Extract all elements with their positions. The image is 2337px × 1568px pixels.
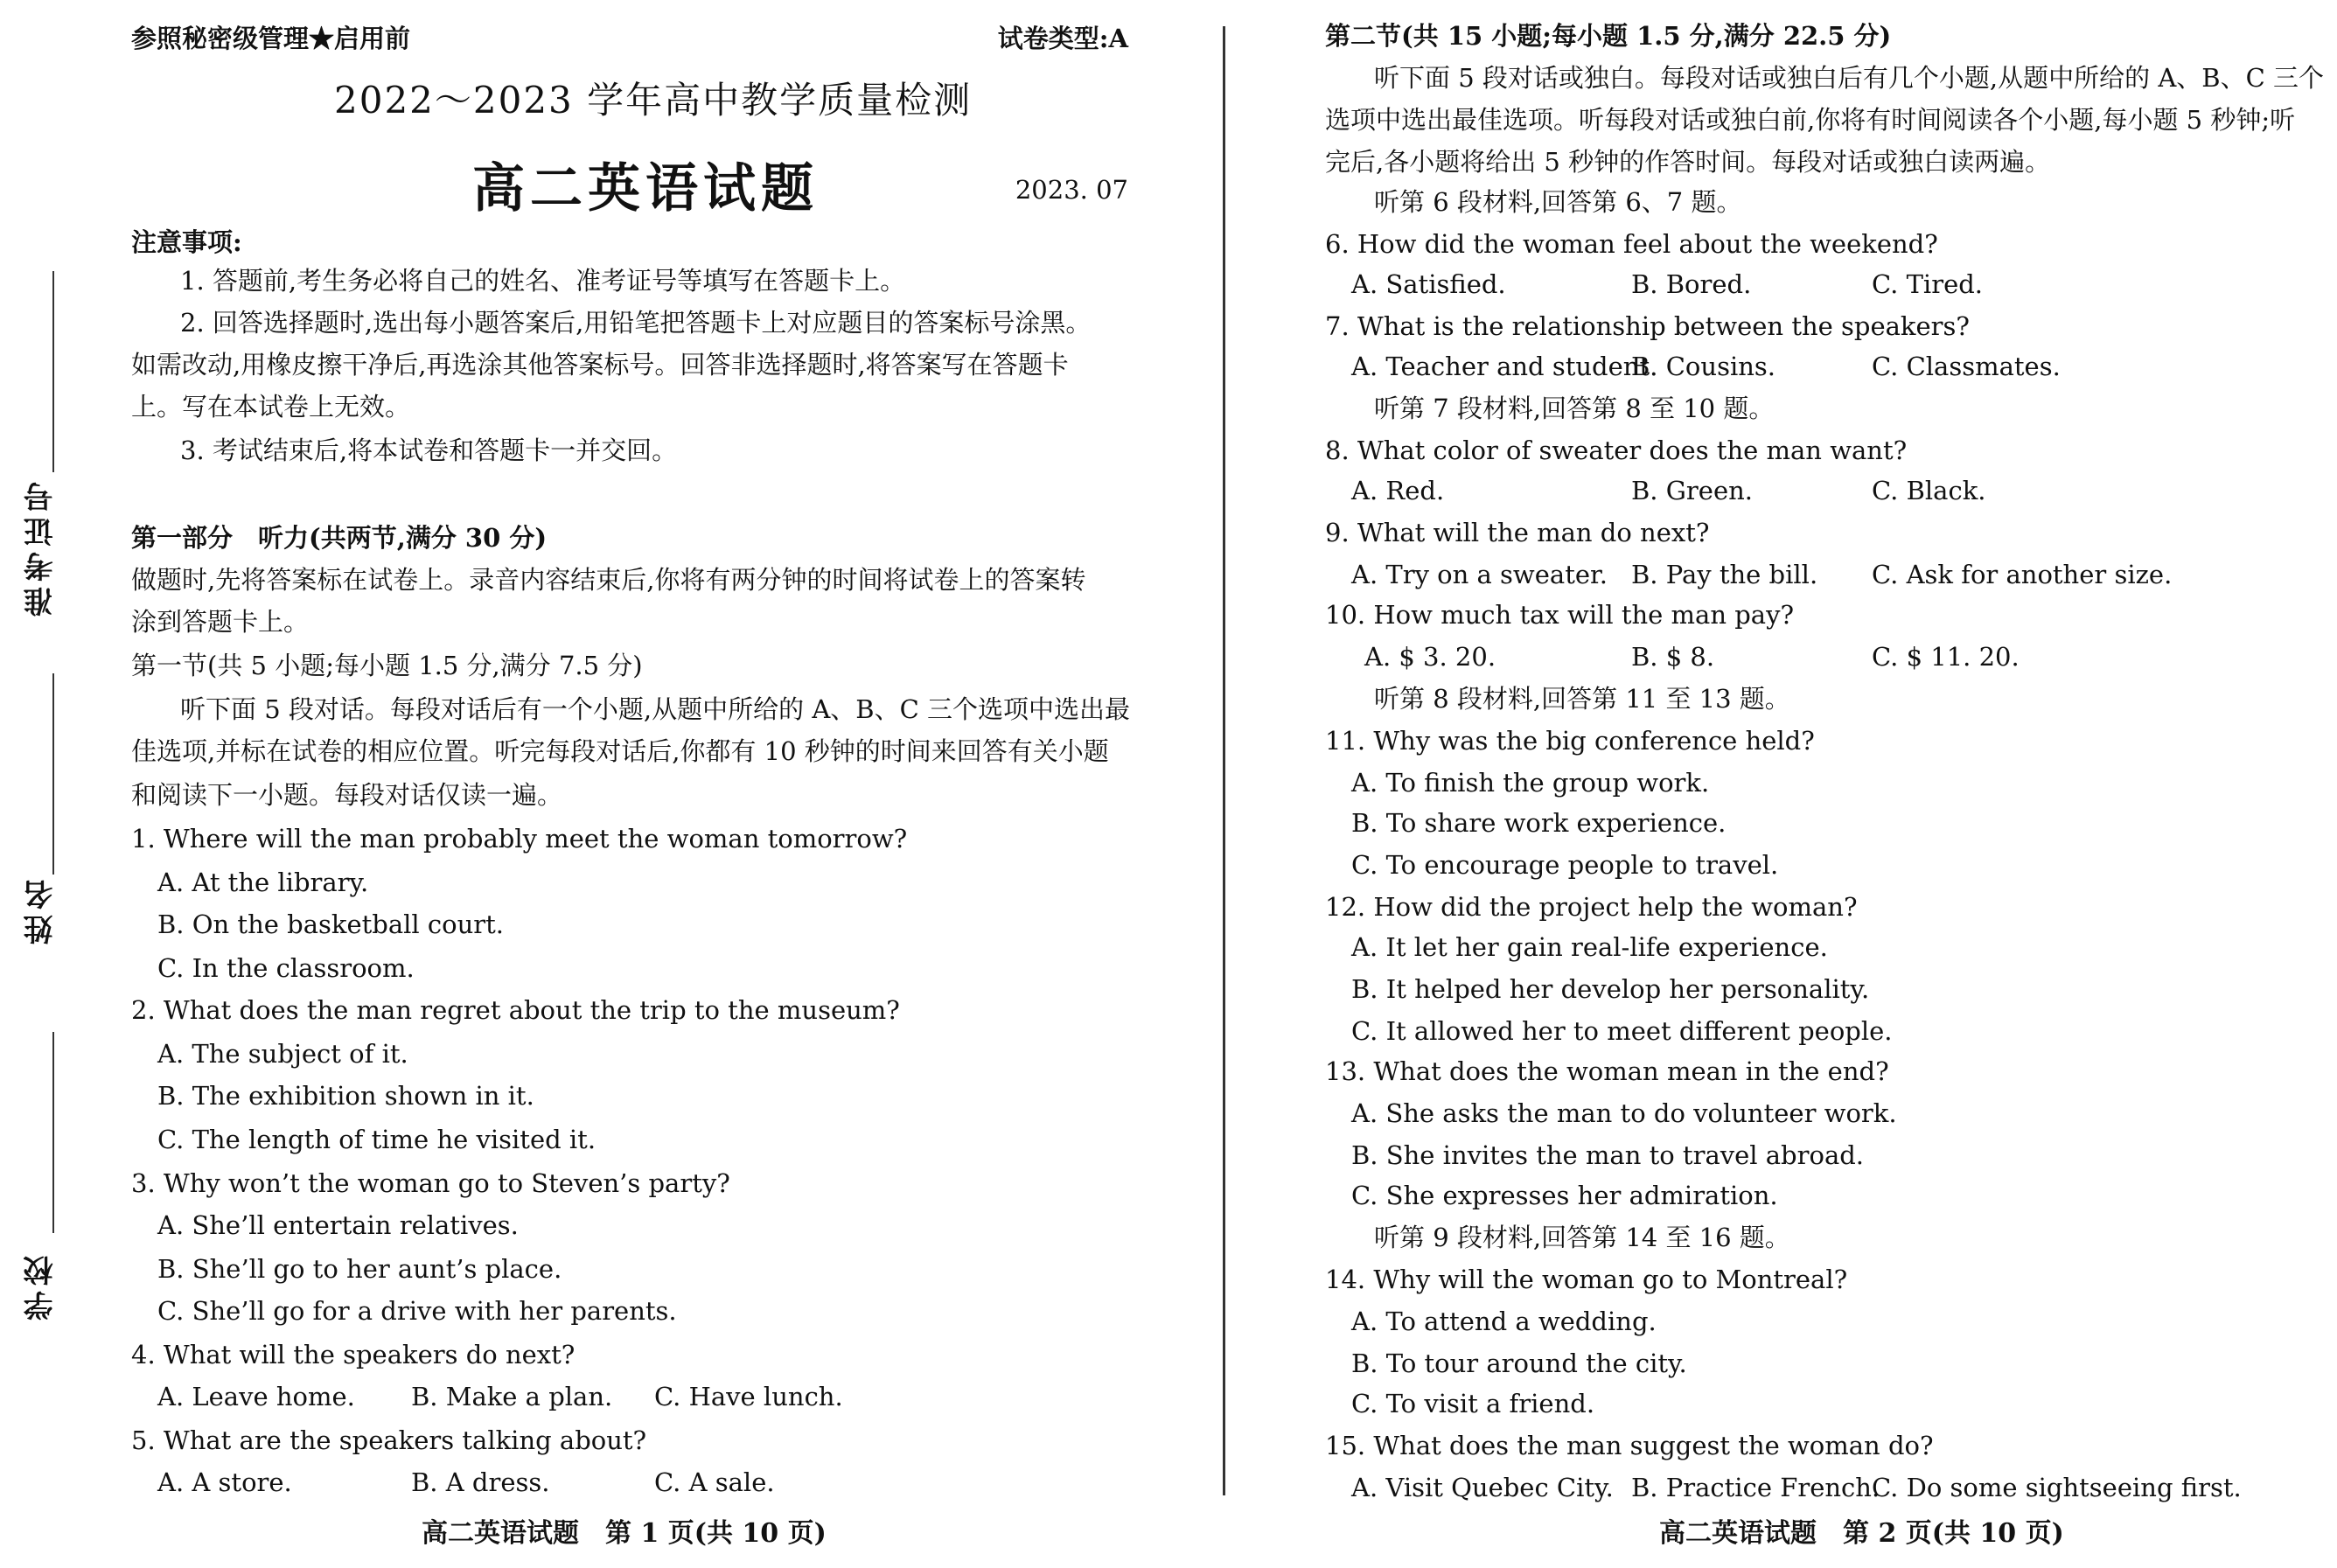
option-13b: B. She invites the man to travel abroad. (1351, 1140, 1865, 1170)
part1-intro: 做题时,先将答案标在试卷上。录音内容结束后,你将有两分钟的时间将试卷上的答案转 (131, 565, 1086, 595)
question-4: 4. What will the speakers do next? (131, 1340, 576, 1369)
option-3c: C. She’ll go for a drive with her parents. (157, 1296, 677, 1326)
question-15: 15. What does the man suggest the woman do? (1325, 1431, 1934, 1460)
section2-instructions-end: 完后,各小题将给出 5 秒钟的作答时间。每段对话或独白读两遍。 (1325, 147, 2051, 177)
option-4a: A. Leave home. (157, 1382, 355, 1411)
divider-line (52, 673, 54, 875)
question-11: 11. Why was the big conference held? (1325, 726, 1815, 756)
option-11c: C. To encourage people to travel. (1351, 850, 1779, 880)
option-12b: B. It helped her develop her personality. (1351, 974, 1870, 1004)
question-5: 5. What are the speakers talking about? (131, 1425, 647, 1455)
option-9c: C. Ask for another size. (1872, 560, 2173, 589)
option-5a: A. A store. (157, 1467, 292, 1497)
option-10c: C. $ 11. 20. (1872, 642, 2020, 672)
part1-intro-cont: 涂到答题卡上。 (131, 607, 310, 637)
option-14a: A. To attend a wedding. (1351, 1307, 1657, 1336)
note-3: 3. 考试结束后,将本试卷和答题卡一并交回。 (180, 436, 678, 465)
option-5b: B. A dress. (411, 1467, 550, 1497)
material-7-heading: 听第 7 段材料,回答第 8 至 10 题。 (1374, 394, 1775, 423)
option-7a: A. Teacher and student. (1351, 352, 1658, 381)
option-11a: A. To finish the group work. (1351, 768, 1710, 798)
section2-instructions: 听下面 5 段对话或独白。每段对话或独白后有几个小题,从题中所给的 A、B、C 三个 (1374, 63, 2324, 93)
note-2-end: 上。写在本试卷上无效。 (131, 392, 411, 422)
question-3: 3. Why won’t the woman go to Steven’s party? (131, 1168, 730, 1198)
question-2: 2. What does the man regret about the trip to the museum? (131, 995, 900, 1025)
options-6 (1325, 268, 2322, 301)
option-6b: B. Bored. (1631, 269, 1752, 299)
option-1c: C. In the classroom. (157, 953, 415, 983)
option-3b: B. She’ll go to her aunt’s place. (157, 1254, 562, 1284)
section2-instructions-cont: 选项中选出最佳选项。听每段对话或独白前,你将有时间阅读各个小题,每小题 5 秒钟;听 (1325, 105, 2296, 135)
question-7: 7. What is the relationship between the speakers? (1325, 311, 1970, 341)
option-15a: A. Visit Quebec City. (1351, 1473, 1614, 1502)
binding-margin (0, 0, 122, 1568)
option-8c: C. Black. (1872, 476, 1986, 505)
option-9a: A. Try on a sweater. (1351, 560, 1608, 589)
section1-instructions-cont: 佳选项,并标在试卷的相应位置。听完每段对话后,你都有 10 秒钟的时间来回答有关小题 (131, 736, 1109, 766)
option-2b: B. The exhibition shown in it. (157, 1081, 534, 1111)
option-13a: A. She asks the man to do volunteer work. (1351, 1098, 1897, 1128)
option-4c: C. Have lunch. (654, 1382, 843, 1411)
option-12a: A. It let her gain real-life experience. (1351, 932, 1828, 962)
section1-instructions-end: 和阅读下一小题。每段对话仅读一遍。 (131, 780, 563, 810)
name-label: 姓名 (24, 875, 59, 944)
options-5 (131, 1466, 1128, 1499)
option-12c: C. It allowed her to meet different people. (1351, 1016, 1893, 1046)
material-6-heading: 听第 6 段材料,回答第 6、7 题。 (1374, 187, 1742, 217)
page-footer-2: 高二英语试题 第 2 页(共 10 页) (1659, 1518, 2064, 1549)
confidential-notice: 参照秘密级管理★启用前 (131, 24, 411, 53)
exam-date: 2023. 07 (1015, 175, 1128, 205)
question-1: 1. Where will the man probably meet the woman tomorrow? (131, 824, 908, 854)
option-15c: C. Do some sightseeing first. (1872, 1473, 2242, 1502)
option-3a: A. She’ll entertain relatives. (157, 1210, 519, 1240)
question-6: 6. How did the woman feel about the weekend? (1325, 229, 1938, 259)
section1-heading: 第一节(共 5 小题;每小题 1.5 分,满分 7.5 分) (131, 651, 643, 680)
question-10: 10. How much tax will the man pay? (1325, 600, 1795, 630)
option-15b: B. Practice French. (1631, 1473, 1880, 1502)
material-8-heading: 听第 8 段材料,回答第 11 至 13 题。 (1374, 684, 1790, 714)
option-4b: B. Make a plan. (411, 1382, 613, 1411)
option-7c: C. Classmates. (1872, 352, 2061, 381)
option-8a: A. Red. (1351, 476, 1445, 505)
option-7b: B. Cousins. (1631, 352, 1776, 381)
paper-type: 试卷类型:A (997, 24, 1128, 53)
options-10 (1325, 640, 2322, 673)
options-7 (1325, 350, 2322, 383)
section1-instructions: 听下面 5 段对话。每段对话后有一个小题,从题中所给的 A、B、C 三个选项中选出最 (180, 694, 1130, 724)
question-13: 13. What does the woman mean in the end? (1325, 1056, 1889, 1086)
option-2c: C. The length of time he visited it. (157, 1125, 596, 1154)
section2-heading: 第二节(共 15 小题;每小题 1.5 分,满分 22.5 分) (1325, 21, 1892, 51)
note-2-cont: 如需改动,用橡皮擦干净后,再选涂其他答案标号。回答非选择题时,将答案写在答题卡 (131, 350, 1069, 380)
page-footer-1: 高二英语试题 第 1 页(共 10 页) (422, 1518, 827, 1549)
question-9: 9. What will the man do next? (1325, 518, 1710, 547)
question-14: 14. Why will the woman go to Montreal? (1325, 1265, 1848, 1294)
option-10b: B. $ 8. (1631, 642, 1715, 672)
question-12: 12. How did the project help the woman? (1325, 892, 1858, 922)
material-9-heading: 听第 9 段材料,回答第 14 至 16 题。 (1374, 1223, 1790, 1252)
option-14b: B. To tour around the city. (1351, 1348, 1687, 1378)
option-1b: B. On the basketball court. (157, 909, 504, 939)
column-divider (1223, 26, 1225, 1495)
exam-id-label: 准考证号 (24, 477, 59, 617)
exam-id-line (52, 271, 54, 472)
option-2a: A. The subject of it. (157, 1039, 408, 1069)
question-8: 8. What color of sweater does the man want? (1325, 436, 1908, 465)
option-10a: A. $ 3. 20. (1364, 642, 1496, 672)
page-title: 高二英语试题 (472, 158, 819, 220)
exam-title: 2022～2023 学年高中教学质量检测 (334, 79, 973, 122)
option-1a: A. At the library. (157, 868, 369, 897)
notes-heading: 注意事项: (131, 227, 242, 257)
note-1: 1. 答题前,考生务必将自己的姓名、准考证号等填写在答题卡上。 (180, 266, 906, 296)
school-label: 学校 (24, 1251, 59, 1321)
option-6c: C. Tired. (1872, 269, 1984, 299)
part1-heading: 第一部分 听力(共两节,满分 30 分) (131, 523, 548, 553)
option-13c: C. She expresses her admiration. (1351, 1181, 1778, 1210)
option-8b: B. Green. (1631, 476, 1753, 505)
options-9 (1325, 558, 2322, 591)
option-11b: B. To share work experience. (1351, 808, 1727, 838)
option-5c: C. A sale. (654, 1467, 775, 1497)
option-14c: C. To visit a friend. (1351, 1389, 1595, 1418)
note-2: 2. 回答选择题时,选出每小题答案后,用铅笔把答题卡上对应题目的答案标号涂黑。 (180, 308, 1092, 338)
options-8 (1325, 474, 2322, 507)
option-9b: B. Pay the bill. (1631, 560, 1818, 589)
options-15 (1325, 1471, 2322, 1504)
options-4 (131, 1380, 1128, 1413)
option-6a: A. Satisfied. (1351, 269, 1506, 299)
name-line (52, 1032, 54, 1233)
